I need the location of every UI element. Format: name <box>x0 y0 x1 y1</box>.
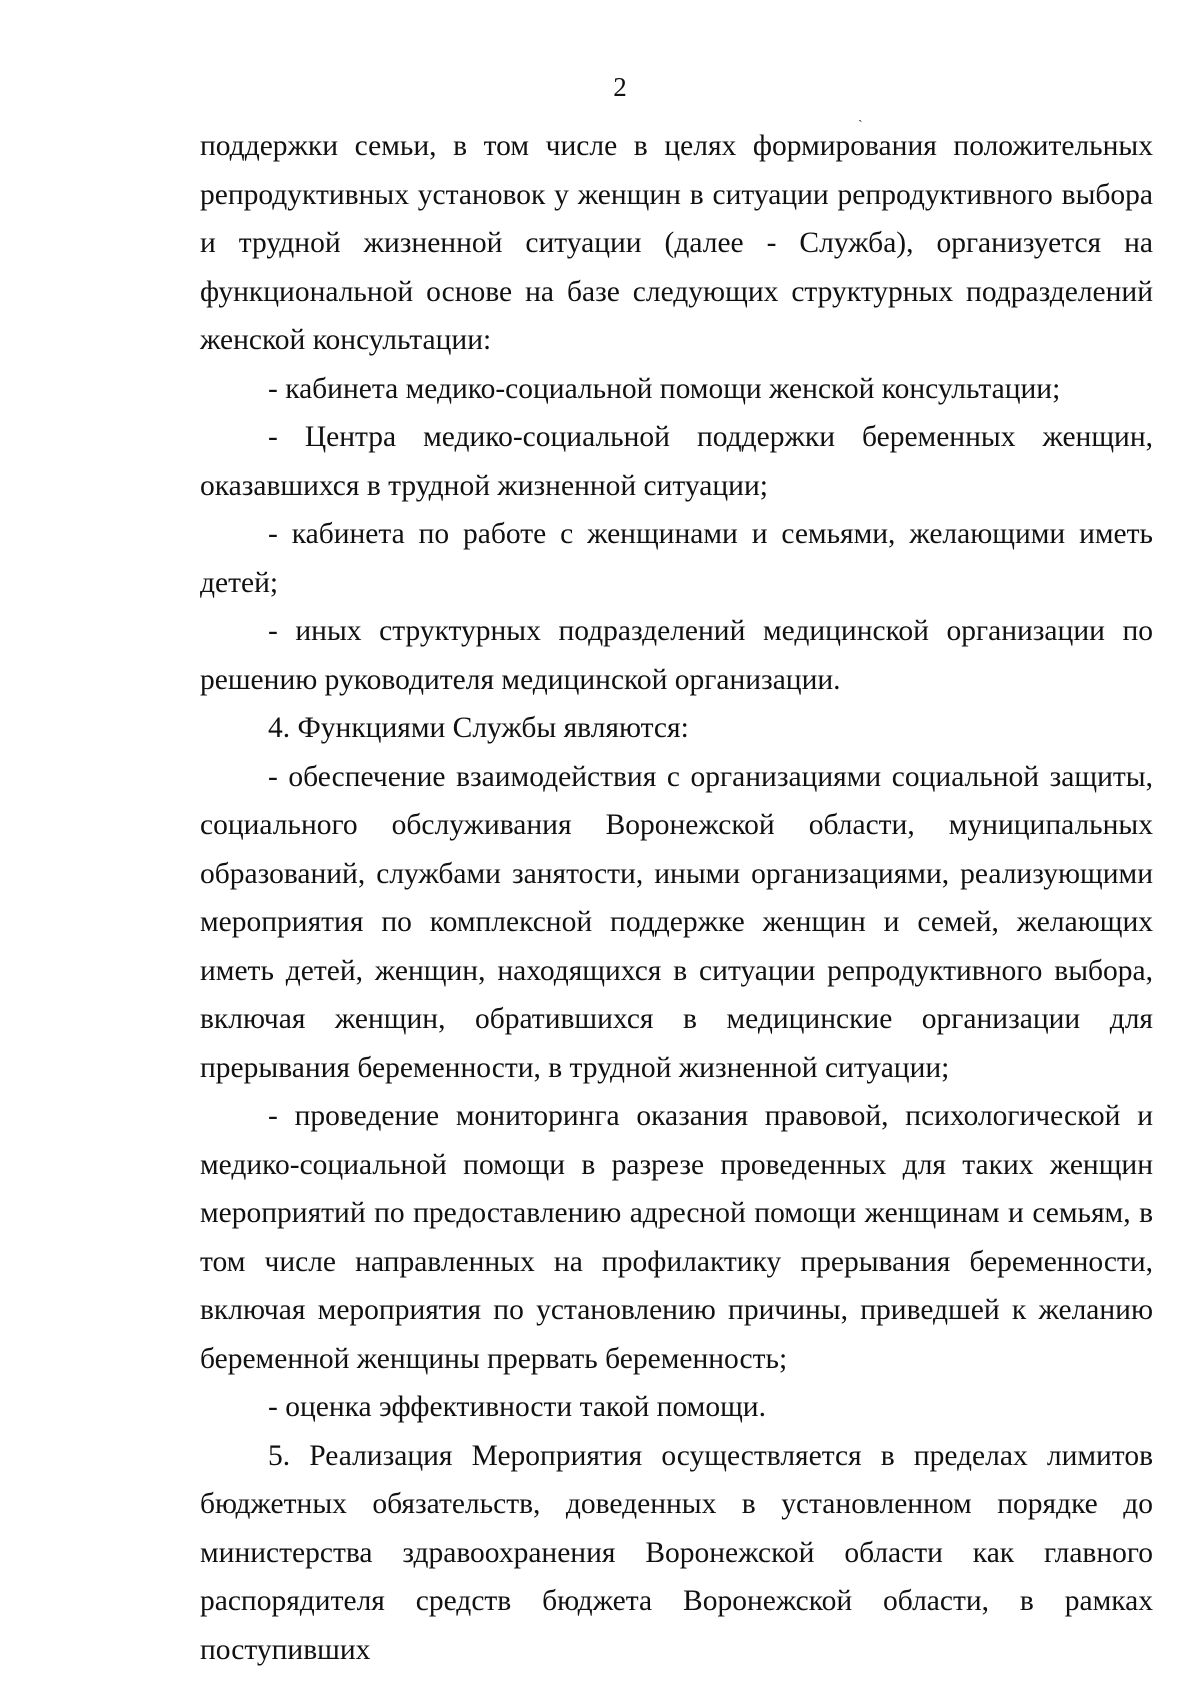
page-number: 2 <box>613 72 627 102</box>
list-item-center-support: - Центра медико-социальной поддержки беременных женщин, оказавшихся в трудной жизненной ситуации; <box>200 421 1153 502</box>
function-interaction: - обеспечение взаимодействия с организациями социальной защиты, социального обслуживания Воронежской области, муниципальных образований, службами занятости, иными организациями, реализующими мероприятия по комплексной поддержке женщин и семей, желающих иметь детей, женщин, находящихся в ситуации репродуктивного выбора, включая женщин, обратившихся в медицинские организации для прерывания беременности, в трудной жизненной ситуации; <box>200 760 1153 1084</box>
document-body <box>200 122 1153 1674</box>
function-evaluation: - оценка эффективности такой помощи. <box>268 1391 766 1423</box>
section-4-heading: 4. Функциями Службы являются: <box>268 712 689 744</box>
section-5-paragraph: 5. Реализация Мероприятия осуществляется в пределах лимитов бюджетных обязательств, доведенных в установленном порядке до министерства здравоохранения Воронежской области как главного распорядителя средств бюджета Воронежской области, в рамках поступивших <box>200 1439 1153 1666</box>
scan-artifact-mark: ˎ <box>858 108 863 123</box>
list-item-other-units: - иных структурных подразделений медицинской организации по решению руководителя медицинской организации. <box>200 615 1153 696</box>
list-item-cabinet-medical-social: - кабинета медико-социальной помощи женской консультации; <box>268 372 1061 405</box>
paragraph-continuation: поддержки семьи, в том числе в целях формирования положительных репродуктивных установок у женщин в ситуации репродуктивного выбора и трудной жизненной ситуации (далее - Служба), организуется на функциональной основе на базе следующих структурных подразделений женской консультации: <box>200 130 1153 356</box>
function-monitoring: - проведение мониторинга оказания правовой, психологической и медико-социальной помощи в разрезе проведенных для таких женщин мероприятий по предоставлению адресной помощи женщинам и семьям, в том числе направленных на профилактику прерывания беременности, включая мероприятия по установлению причины, приведшей к желанию беременной женщины прервать беременность; <box>200 1100 1153 1375</box>
list-item-cabinet-families: - кабинета по работе с женщинами и семьями, желающими иметь детей; <box>200 518 1153 599</box>
